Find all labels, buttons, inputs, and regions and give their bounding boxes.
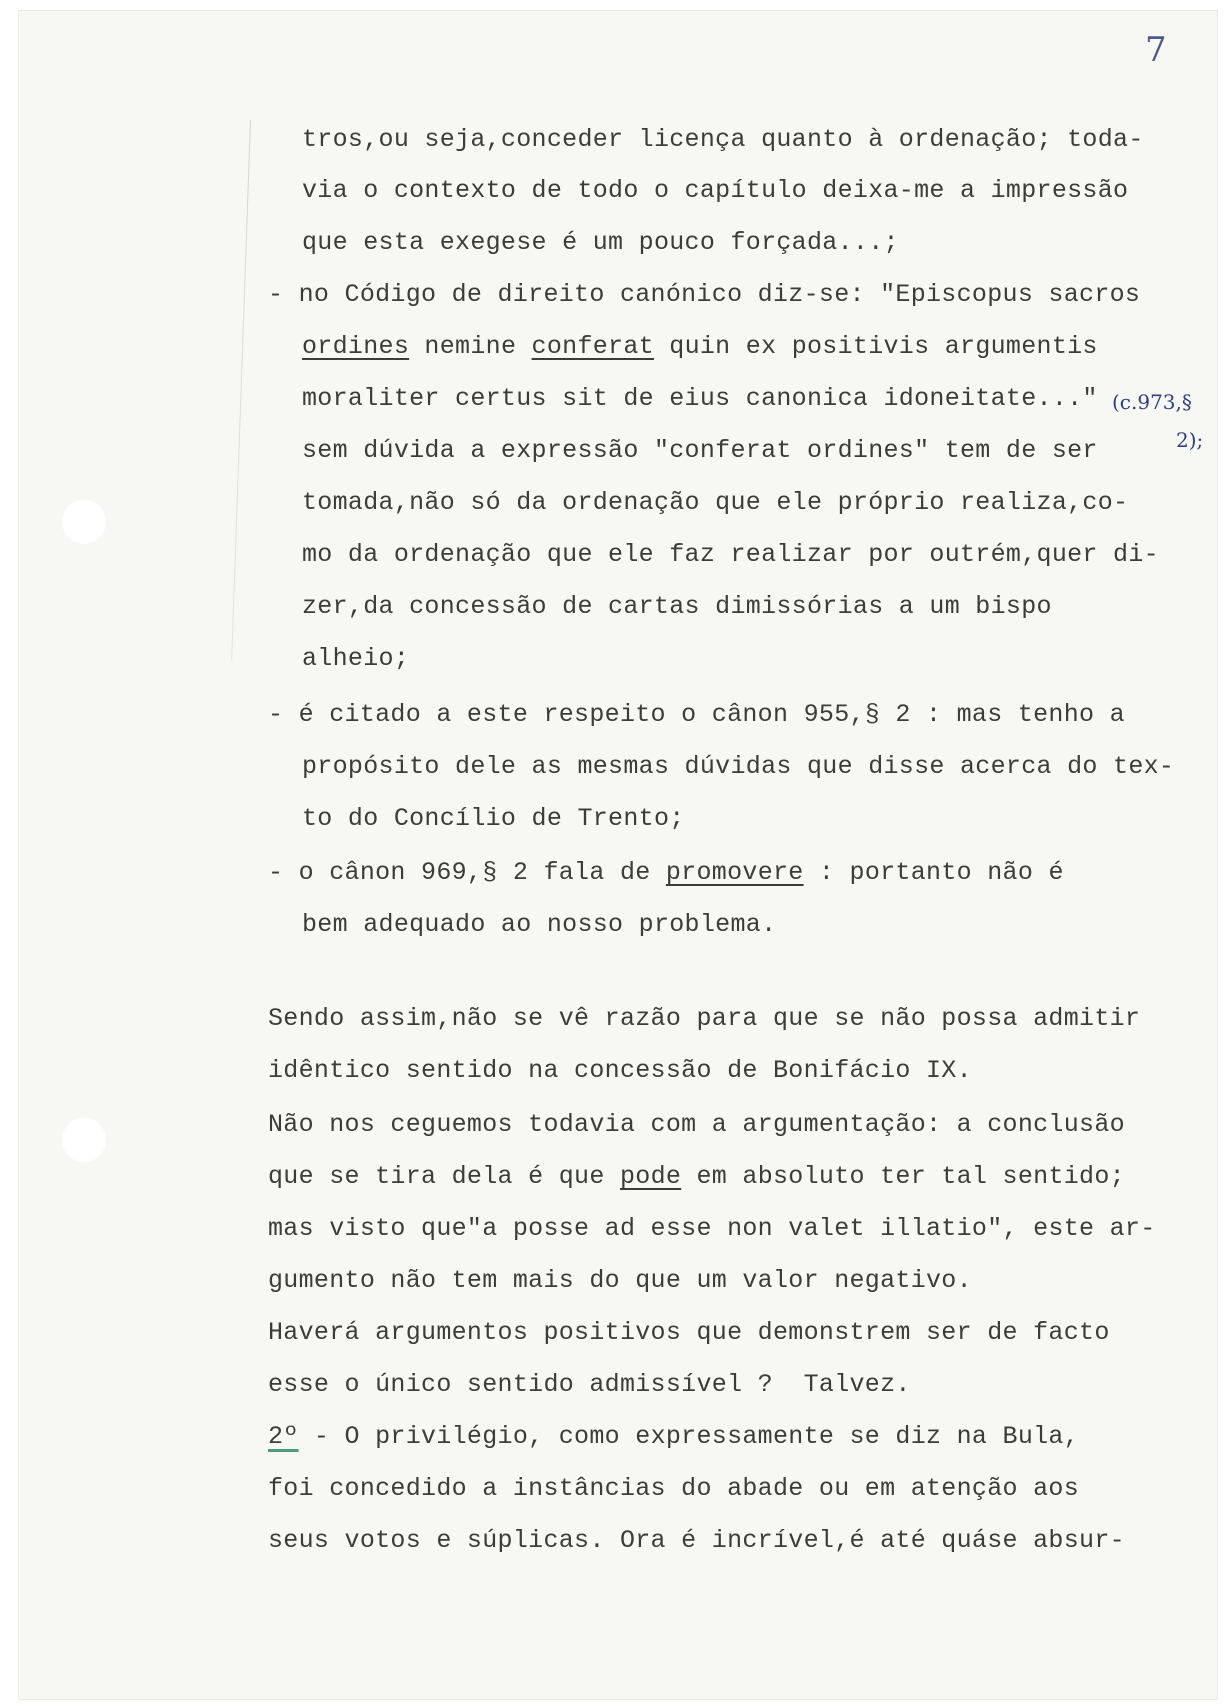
text-line-20 — [268, 1162, 1125, 1191]
text-line-21: mas visto que"a posse ad esse non valet illatio", este ar- — [268, 1214, 1156, 1243]
text-line-19: Não nos ceguemos todavia com a argumentação: a conclusão — [268, 1110, 1125, 1139]
text-line-12: - é citado a este respeito o cânon 955,§ 2 : mas tenho a — [268, 700, 1125, 729]
text-line-5 — [302, 332, 1098, 361]
punch-hole-top — [62, 500, 106, 544]
punch-hole-bottom — [62, 1118, 106, 1162]
text-line-4: - no Código de direito canónico diz-se: "Episcopus sacros — [268, 280, 1141, 309]
text-line-6: moraliter certus sit de eius canonica idoneitate..." — [302, 384, 1098, 413]
text-line-9: mo da ordenação que ele faz realizar por outrém,quer di- — [302, 540, 1159, 569]
handwritten-citation-2: 2); — [1176, 428, 1204, 452]
text-line-24: esse o único sentido admissível ? Talvez. — [268, 1370, 911, 1399]
text-segment: em absoluto ter tal sentido; — [681, 1162, 1125, 1191]
text-line-17: Sendo assim,não se vê razão para que se não possa admitir — [268, 1004, 1141, 1033]
underlined-ordines: ordines — [302, 332, 410, 361]
text-line-7: sem dúvida a expressão "conferat ordines" tem de ser — [302, 436, 1098, 465]
handwritten-citation-1: (c.973,§ — [1112, 390, 1192, 414]
text-segment: nemine — [409, 332, 532, 361]
text-line-25 — [268, 1422, 1079, 1451]
page-number: 7 — [1145, 30, 1167, 70]
text-line-13: propósito dele as mesmas dúvidas que disse acerca do tex- — [302, 752, 1175, 781]
section-number: 2º — [268, 1422, 299, 1451]
text-line-3: que esta exegese é um pouco forçada...; — [302, 228, 899, 257]
text-segment: - o cânon 969,§ 2 fala de — [268, 858, 666, 887]
text-segment: que se tira dela é que — [268, 1162, 620, 1191]
text-line-26: foi concedido a instâncias do abade ou em atenção aos — [268, 1474, 1080, 1503]
text-segment: : portanto não é — [803, 858, 1064, 887]
text-segment: quin ex positivis argumentis — [653, 332, 1098, 361]
text-line-8: tomada,não só da ordenação que ele próprio realiza,co- — [302, 488, 1129, 517]
text-line-14: to do Concílio de Trento; — [302, 804, 685, 833]
text-line-15 — [268, 858, 1064, 887]
text-line-16: bem adequado ao nosso problema. — [302, 910, 777, 939]
text-line-11: alheio; — [302, 644, 410, 673]
underlined-pode: pode — [619, 1162, 682, 1191]
text-line-22: gumento não tem mais do que um valor negativo. — [268, 1266, 972, 1295]
text-line-2: via o contexto de todo o capítulo deixa-me a impressão — [302, 176, 1129, 205]
text-line-18: idêntico sentido na concessão de Bonifácio IX. — [268, 1056, 972, 1085]
text-line-10: zer,da concessão de cartas dimissórias a um bispo — [302, 592, 1052, 621]
underlined-promovere: promovere — [665, 858, 804, 887]
text-line-1: tros,ou seja,conceder licença quanto à ordenação; toda- — [302, 125, 1144, 154]
underlined-conferat: conferat — [531, 332, 654, 361]
text-line-23: Haverá argumentos positivos que demonstrem ser de facto — [268, 1318, 1110, 1347]
text-line-27: seus votos e súplicas. Ora é incrível,é até quáse absur- — [268, 1526, 1125, 1555]
text-segment: - O privilégio, como expressamente se diz na Bula, — [298, 1422, 1080, 1451]
